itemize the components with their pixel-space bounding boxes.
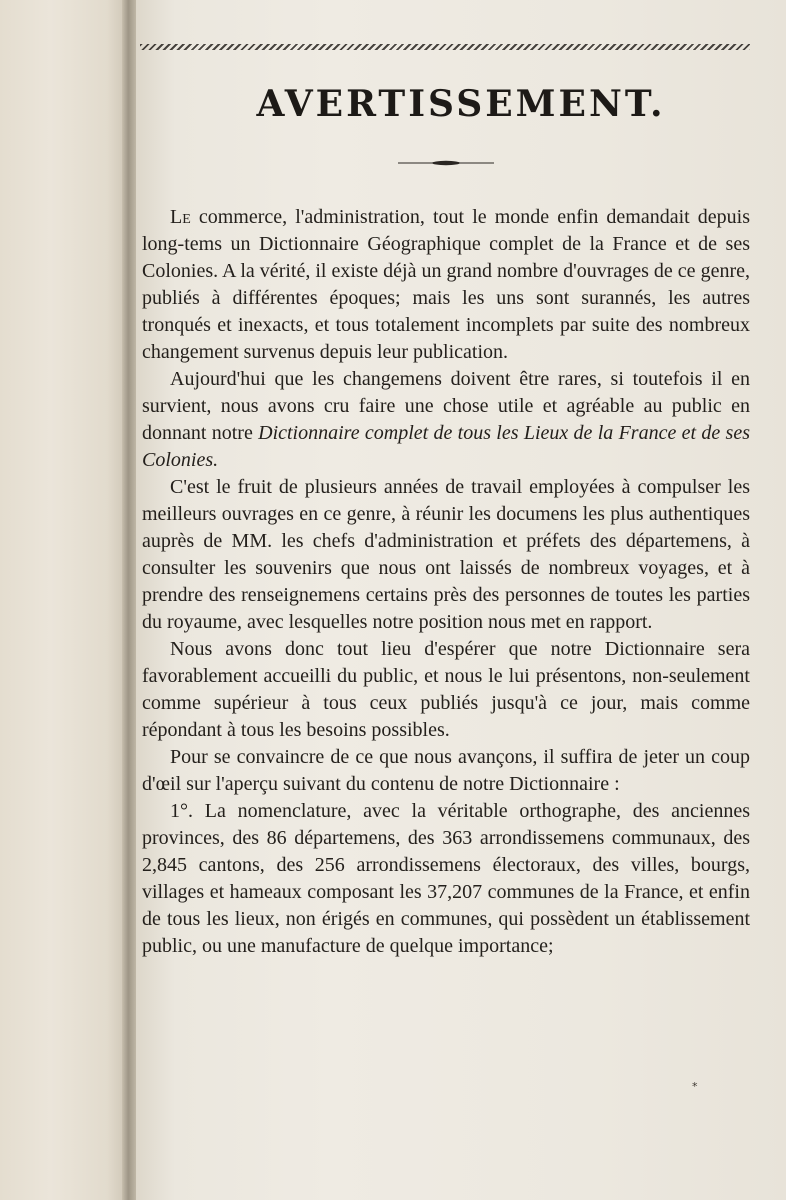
paragraph-1 [142, 204, 750, 366]
paragraph-1-text: commerce, l'administration, tout le monde enfin demandait depuis long-tems un Dictionnaire Géographique complet de la France et de ses Colonies. A la vérité, il existe déjà un grand nombre d'ouvrages de ce genre, publiés à différentes époques; mais les uns sont surannés, les autres tronqués et inexacts, et tous totalement incomplets par suite des nombreux changement survenus depuis leur publication. [142, 206, 750, 363]
paragraph-4: Nous avons donc tout lieu d'espérer que notre Dictionnaire sera favorablement accueilli du public, et nous le lui présentons, non-seulement comme supérieur à tous ceux publiés jusqu'à ce jour, mais comme répondant à tous les besoins possibles. [142, 638, 750, 741]
paragraph-2-text: Aujourd'hui que les changemens doivent être rares, si toutefois il en survient, nous avons cru faire une chose utile et agréable au public en donnant notre [142, 368, 750, 444]
signature-mark: * [692, 1080, 698, 1093]
paragraph-3: C'est le fruit de plusieurs années de travail employées à compulser les meilleurs ouvrages en ce genre, à réunir les documens les plus authentiques auprès de MM. les chefs d'administration et préfets des départemens, à consulter les souvenirs que nous ont laissés de nombreux voyages, et à prendre des renseignemens certains près des personnes de toutes les parties du royaume, avec lesquelles notre position nous met en rapport. [142, 476, 750, 633]
paragraph-5: Pour se convaincre de ce que nous avançons, il suffira de jeter un coup d'œil sur l'aperçu suivant du contenu de notre Dictionnaire : [142, 746, 750, 795]
facing-page [0, 0, 126, 1200]
ornamental-rule [140, 44, 750, 50]
paragraph-6: 1°. La nomenclature, avec la véritable orthographe, des anciennes provinces, des 86 départemens, des 363 arrondissemens communaux, des 2,845 cantons, des 256 arrondissemens électoraux, des villes, bourgs, villages et hameaux composant les 37,207 communes de la France, et enfin de tous les lieux, non érigés en communes, qui possèdent un établissement public, ou une manufacture de quelque importance; [142, 800, 750, 957]
dictionary-title-italic: Dictionnaire complet de tous les Lieux de la France et de ses Colonies. [142, 422, 750, 471]
page-title: AVERTISSEMENT. [256, 83, 666, 125]
paragraph-2 [142, 366, 750, 474]
body-text [142, 204, 750, 960]
title-divider [398, 160, 494, 166]
book-gutter [122, 0, 136, 1200]
paragraph-1-lead: Le [170, 206, 191, 228]
